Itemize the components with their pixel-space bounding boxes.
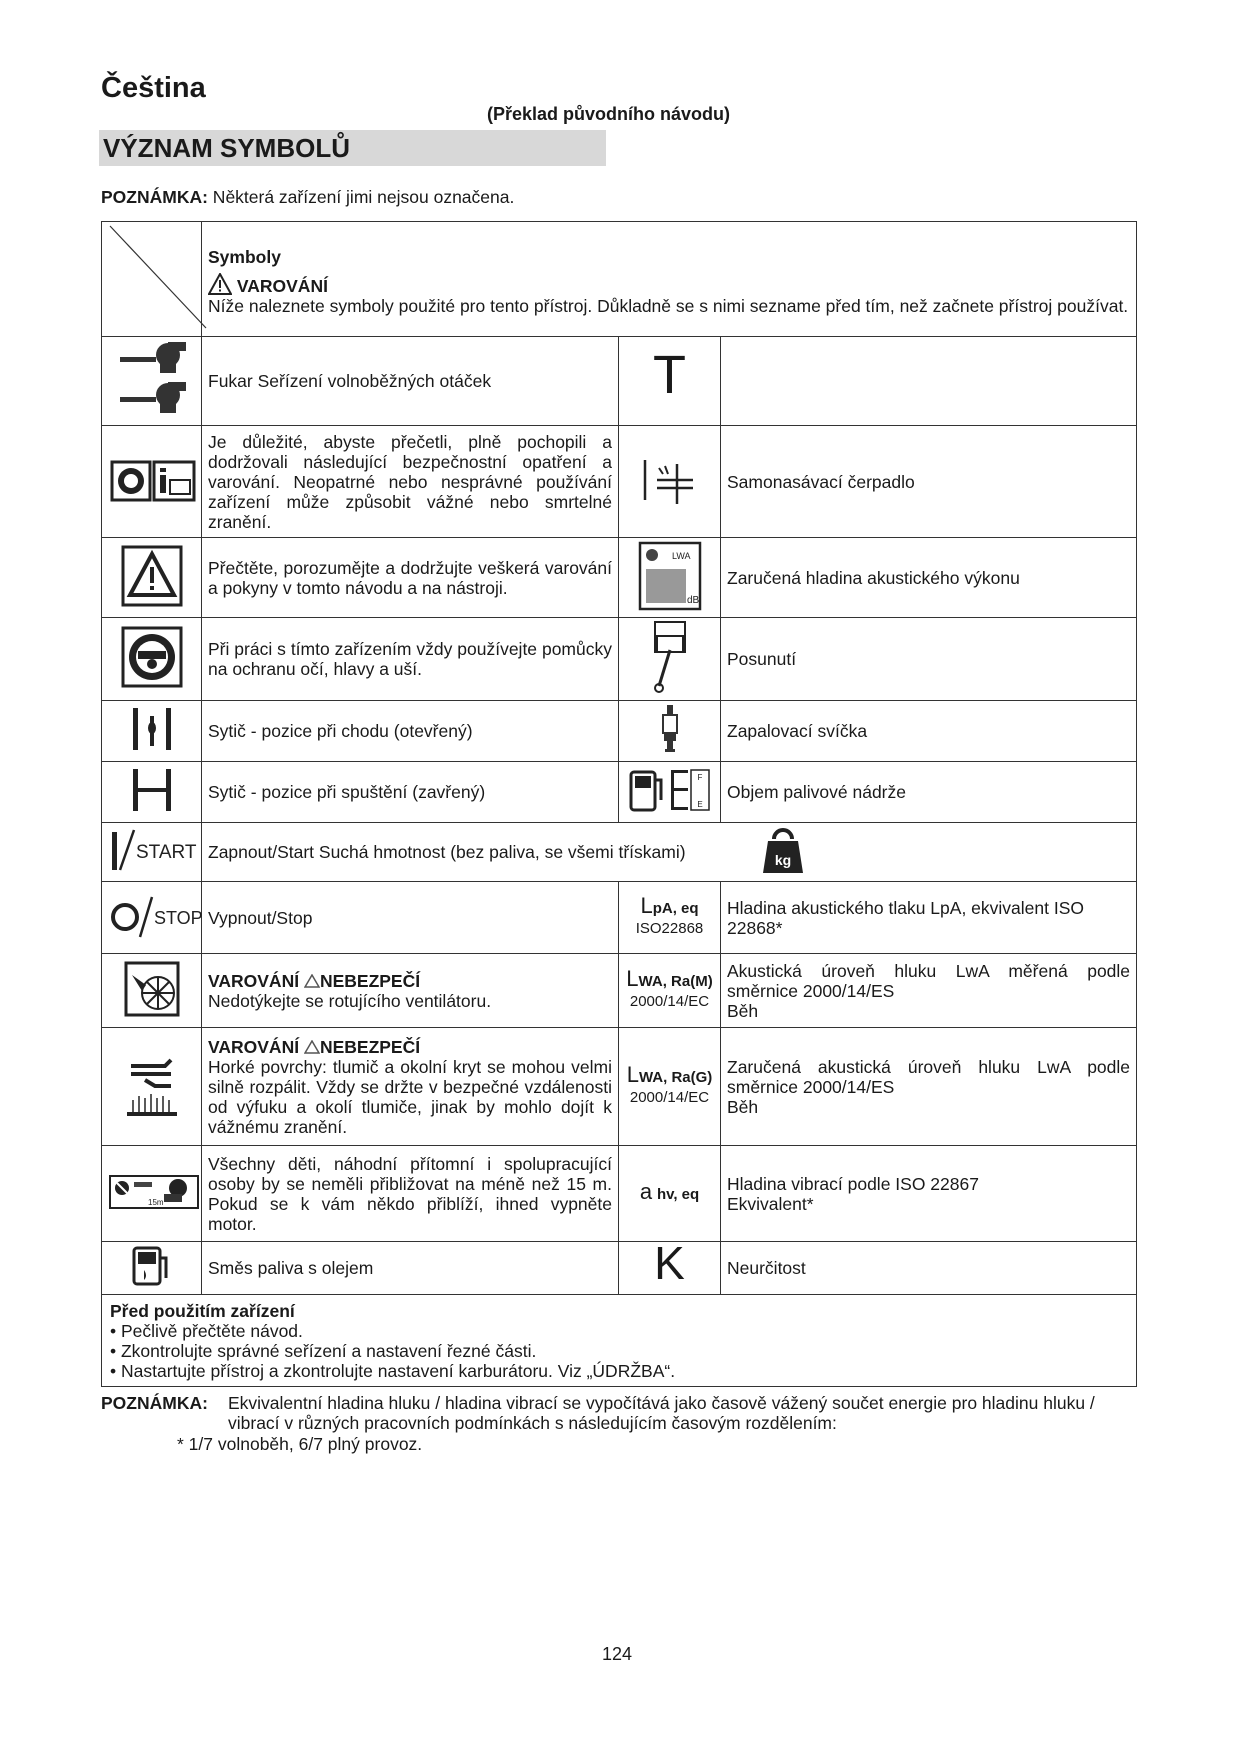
symbol-description: Směs paliva s olejem xyxy=(202,1242,619,1295)
primer-pump-icon xyxy=(635,450,705,510)
symbol-description: Přečtěte, porozumějte a dodržujte veškerá varování a pokyny v tomto návodu a na nástroji. xyxy=(202,538,619,618)
symbol-description: Objem palivové nádrže xyxy=(721,762,1137,823)
fuel-gauge-empty-label: E xyxy=(696,800,703,809)
start-icon xyxy=(108,826,206,874)
choke-open-icon xyxy=(127,706,177,752)
note xyxy=(101,187,514,208)
symbol-description: Vypnout/Stop xyxy=(202,882,619,954)
protective-gear-icon xyxy=(121,626,183,688)
bottom-note-text: Ekvivalentní hladina hluku / hladina vibrací se vypočítává jako časově vážený součet energie pro hladinu hluku / vibrací v různých pracovních podmínkách s následujícím časovým rozdělením: xyxy=(228,1393,1095,1433)
weight-icon-label: kg xyxy=(774,852,792,868)
rotating-fan-icon xyxy=(124,961,180,1017)
symbol-description-extra: Ekvivalent* xyxy=(727,1193,814,1214)
table-row xyxy=(102,882,1137,954)
table-row xyxy=(102,426,1137,538)
table-row xyxy=(102,701,1137,762)
sound-level-guaranteed-symbol: LWA, Ra(G) 2000/14/EC xyxy=(619,1028,721,1146)
bottom-note-sub: * 1/7 volnoběh, 6/7 plný provoz. xyxy=(177,1434,423,1454)
warning-danger-heading: VAROVÁNÍ NEBEZPEČÍ xyxy=(208,970,421,991)
symbol-description: Zapalovací svíčka xyxy=(721,701,1137,762)
sound-power-icon xyxy=(638,541,702,611)
symbol-description: Sytič - pozice při chodu (otevřený) xyxy=(202,701,619,762)
symbol-description-extra: Běh xyxy=(727,1096,759,1117)
warning-label: VAROVÁNÍ xyxy=(236,275,328,296)
sound-power-label-top: LWA xyxy=(671,550,691,561)
fuel-tank-icon xyxy=(627,766,713,814)
table-header-row xyxy=(102,222,1137,337)
warning-heading xyxy=(208,273,1130,296)
symbol-description: Fukar Seřízení volnoběžných otáček xyxy=(202,337,619,426)
symbol-description: Při práci s tímto zařízením vždy používejte pomůcky na ochranu očí, hlavy a uší. xyxy=(202,618,619,701)
note-text: Některá zařízení jimi nejsou označena. xyxy=(207,187,515,207)
bottom-note-label: POZNÁMKA: xyxy=(101,1393,208,1413)
table-row xyxy=(102,1242,1137,1295)
start-icon-label: START xyxy=(136,842,197,863)
distance-label: 15m xyxy=(148,1197,164,1207)
symbol-description-extra: Běh xyxy=(727,1000,759,1021)
diagonal-cell xyxy=(102,222,202,337)
symbol-description: Akustická úroveň hluku LwA měřená podle směrnice 2000/14/ES xyxy=(727,960,1131,1001)
table-row xyxy=(102,823,1137,882)
symbol-description: Samonasávací čerpadlo xyxy=(721,426,1137,538)
blower-icon xyxy=(108,339,198,419)
symbol-description: Hladina akustického tlaku LpA, ekvivalent ISO 22868* xyxy=(721,882,1137,954)
read-manual-icon xyxy=(108,450,198,510)
symbol-description: Zaručená hladina akustického výkonu xyxy=(721,538,1137,618)
section-title: VÝZNAM SYMBOLŮ xyxy=(99,130,606,166)
displacement-icon xyxy=(645,620,695,694)
page-number: 124 xyxy=(602,1644,633,1664)
hot-surface-icon xyxy=(117,1050,187,1120)
warning-triangle-icon xyxy=(208,273,232,295)
symbol-description: Hladina vibrací podle ISO 22867 xyxy=(727,1173,979,1194)
table-row xyxy=(102,954,1137,1028)
fuel-mix-icon xyxy=(130,1244,174,1288)
spark-plug-icon xyxy=(655,703,685,755)
table-row xyxy=(102,337,1137,426)
weight-icon xyxy=(762,827,804,875)
stop-icon xyxy=(108,891,206,941)
symbols-table xyxy=(101,221,1137,1387)
vibration-symbol: a hv, eq xyxy=(619,1146,721,1242)
table-row xyxy=(102,618,1137,701)
warning-danger-heading: VAROVÁNÍ NEBEZPEČÍ xyxy=(208,1036,421,1057)
symbol-description: Všechny děti, náhodní přítomní i spolupracující osoby by se neměli přibližovat na méně než 15 m. Pokud se k vám někdo přiblíží, ihned vypněte motor. xyxy=(202,1146,619,1242)
choke-closed-icon xyxy=(127,767,177,813)
symbol-description: Nedotýkejte se rotujícího ventilátoru. xyxy=(208,990,492,1011)
footer-title: Před použitím zařízení xyxy=(110,1300,295,1321)
symbol-description: Sytič - pozice při spuštění (zavřený) xyxy=(202,762,619,823)
table-row xyxy=(102,1028,1137,1146)
table-row xyxy=(102,538,1137,618)
header-text: Níže naleznete symboly použité pro tento přístroj. Důkladně se s nimi sezname před tím, než začnete přístroj používat. xyxy=(208,295,1129,316)
symbol-description: Zapnout/Start Suchá hmotnost (bez paliva, se všemi třískami) xyxy=(208,842,686,862)
small-warning-icon xyxy=(304,974,320,988)
sound-power-label-bottom: dB xyxy=(686,594,699,606)
symbol-description: Je důležité, abyste přečetli, plně pochopili a dodržovali následující bezpečnostní opatření a varování. Neopatrné nebo nesprávné používání zařízení může způsobit vážné nebo smrtelné zranění. xyxy=(202,426,619,538)
footer-item: • Pečlivě přečtěte návod. xyxy=(110,1320,303,1341)
note-label: POZNÁMKA: xyxy=(101,187,208,207)
table-footer-row xyxy=(102,1295,1137,1387)
uncertainty-symbol: K xyxy=(654,1237,685,1289)
symbol-description: Neurčitost xyxy=(721,1242,1137,1295)
footer-item: • Zkontrolujte správné seřízení a nastavení řezné části. xyxy=(110,1340,537,1361)
symbol-description: Zaručená akustická úroveň hluku LwA podle směrnice 2000/14/ES xyxy=(727,1056,1131,1097)
diagonal-line-icon xyxy=(108,224,208,330)
idle-speed-symbol: T xyxy=(653,345,686,405)
stop-icon-label: STOP xyxy=(154,907,203,928)
translation-note: (Překlad původního návodu) xyxy=(487,104,731,124)
warning-triangle-icon xyxy=(121,545,183,607)
keep-distance-icon xyxy=(108,1172,200,1212)
sound-level-measured-symbol: LWA, Ra(M) 2000/14/EC xyxy=(619,954,721,1028)
sound-pressure-symbol: LpA, eq ISO22868 xyxy=(619,882,721,954)
table-row xyxy=(102,762,1137,823)
language-title: Čeština xyxy=(101,72,206,104)
symbol-description: Posunutí xyxy=(721,618,1137,701)
small-warning-icon xyxy=(304,1040,320,1054)
symbol-description xyxy=(721,337,1137,426)
symbols-title: Symboly xyxy=(208,246,281,267)
footer-item: • Nastartujte přístroj a zkontrolujte nastavení karburátoru. Viz „ÚDRŽBA“. xyxy=(110,1360,676,1381)
symbol-description: Horké povrchy: tlumič a okolní kryt se mohou velmi silně rozpálit. Vždy se držte v bezpečné vzdálenosti od výfuku a okolí tlumiče, jinak by mohlo dojít k vážnému zranění. xyxy=(208,1056,612,1137)
table-row xyxy=(102,1146,1137,1242)
fuel-gauge-full-label: F xyxy=(697,773,702,782)
